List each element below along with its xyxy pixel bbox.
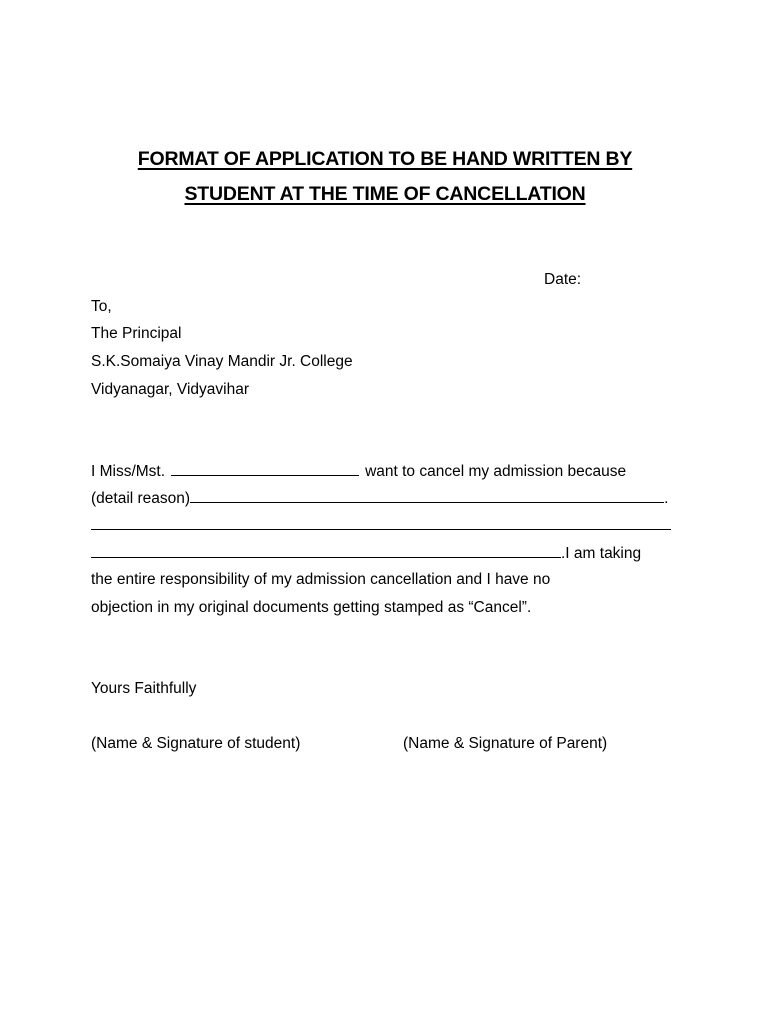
address-college: S.K.Somaiya Vinay Mandir Jr. College: [91, 353, 353, 370]
date-label: Date:: [544, 271, 582, 288]
document-title-line-2: STUDENT AT THE TIME OF CANCELLATION: [184, 183, 586, 205]
address-location: Vidyanagar, Vidyavihar: [91, 381, 249, 398]
address-to: To,: [91, 298, 112, 315]
body-line-2: [91, 488, 668, 509]
body-line-6: objection in my original documents getting stamped as “Cancel”.: [91, 599, 532, 616]
signature-parent: (Name & Signature of Parent): [403, 735, 608, 752]
document-title-line-1: FORMAT OF APPLICATION TO BE HAND WRITTEN BY: [137, 148, 633, 170]
body-line-4: [91, 543, 641, 564]
body-line-5: the entire responsibility of my admission cancellation and I have no: [91, 571, 551, 588]
reason-prefix: (detail reason): [91, 490, 191, 507]
reason-blank-full: [91, 515, 671, 530]
reason-blank-partial: [91, 543, 561, 558]
closing: Yours Faithfully: [91, 680, 197, 697]
cancel-statement: want to cancel my admission because: [365, 463, 627, 480]
signature-student: (Name & Signature of student): [91, 735, 301, 752]
student-prefix: I Miss/Mst.: [91, 463, 166, 480]
reason-period: .: [664, 490, 669, 507]
student-name-blank: [171, 461, 359, 476]
responsibility-start: .I am taking: [561, 545, 642, 562]
body-line-1: [91, 461, 626, 482]
address-recipient: The Principal: [91, 325, 182, 342]
reason-blank: [190, 488, 664, 503]
body-line-3: [91, 515, 671, 536]
